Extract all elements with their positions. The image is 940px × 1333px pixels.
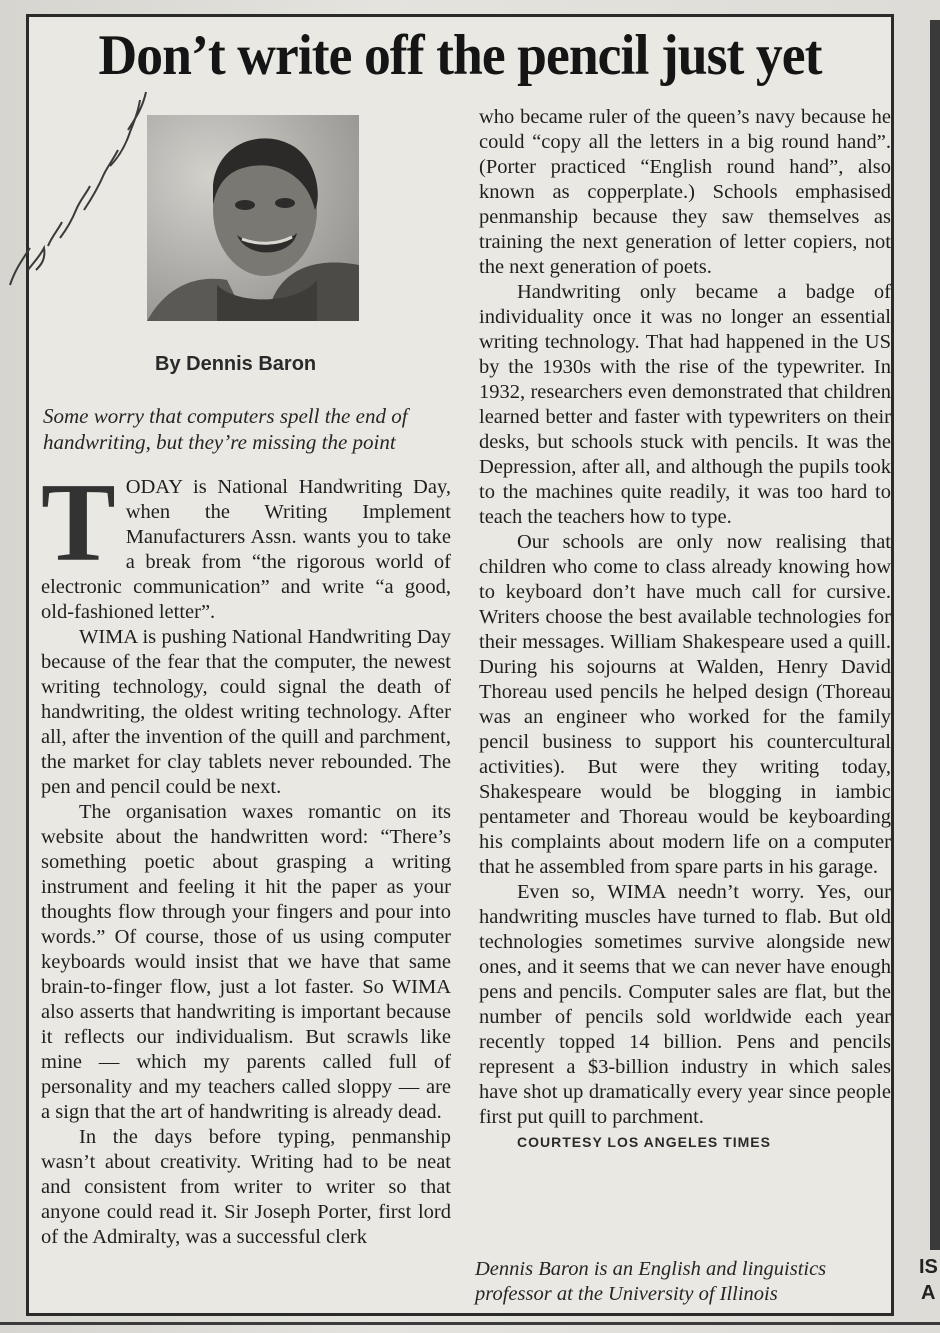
bottom-rule: [0, 1322, 940, 1325]
article-paragraph: Even so, WIMA needn’t worry. Yes, our handwriting muscles have turned to flab. But old technologies sometimes survive alongside new ones, and it seems that we can never have enough pens and pencils. Computer sales are flat, but the number of pencils sold worldwide each year recently topped 14 billion. Pens and pencils represent a $3-billion industry in which sales have shot up dramatically every year since people first put quill to parchment.: [479, 881, 891, 1128]
article-paragraph: who became ruler of the queen’s navy because he could “copy all the letters in a big round hand”. (Porter practiced “English round hand”, also known as copperplate.) Schools emphasised penmanship because they saw themselves as training the next generation of letter copiers, not the next generation of poets.: [479, 106, 891, 278]
article-paragraph: TODAY is National Handwriting Day, when the Writing Implement Manufacturers Assn. wants you to take a break from “the rigorous world of electronic communication” and write “a good, old-fashioned letter”.: [41, 461, 451, 623]
edge-letters: A: [921, 1282, 936, 1304]
article-paragraph: WIMA is pushing National Handwriting Day because of the fear that the computer, the newest writing technology, could signal the death of handwriting, the oldest writing technology. After all, after the invention of the quill and parchment, the market for clay tablets never rebounded. The pen and pencil could be next.: [41, 626, 451, 798]
drop-cap: T: [41, 461, 116, 585]
article-paragraph: The organisation waxes romantic on its website about the handwritten word: “There’s something poetic about grasping a writing instrument and feeling it hit the paper as your thoughts flow through your fingers and pour into words.” Of course, those of us using computer keyboards would insist that we have that same brain-to-finger flow, just a lot faster. So WIMA also asserts that handwriting is important because it reflects our individualism. But scrawls like mine — which my parents called full of personality and my teachers called sloppy — are a sign that the art of handwriting is already dead.: [41, 801, 451, 1123]
article-column-2: [479, 105, 891, 1155]
article-paragraph: In the days before typing, penmanship wasn’t about creativity. Writing had to be neat and consistent from writer to writer so that anyone could read it. Sir Joseph Porter, first lord of the Admiralty, was a successful clerk: [41, 1126, 451, 1248]
article-column-1: [41, 461, 451, 1250]
adjacent-page-edge: [896, 0, 940, 1333]
headline: Don’t write off the pencil just yet: [98, 24, 822, 87]
byline: By Dennis Baron: [155, 353, 317, 375]
edge-letters: IS: [919, 1256, 938, 1278]
adjacent-column-shadow: [930, 20, 940, 1250]
article-paragraph: Handwriting only became a badge of individuality once it was no longer an essential writing technology. That had happened in the US by the 1930s with the rise of the typewriter. In 1932, researchers even demonstrated that children learned better and faster with typewriters on their desks, but schools stuck with pencils. It was the Depression, after all, and although the pupils took to the machines quite readily, it was too hard to teach the teachers how to type.: [479, 281, 891, 528]
article-paragraph: Our schools are only now realising that children who come to class already knowing how to keyboard don’t have much call for cursive. Writers choose the best available technologies for their messages. William Shakespeare used a quill. During his sojourns at Walden, Henry David Thoreau used pencils he helped design (Thoreau was an engineer who worked for the family pencil business to support his countercultural activities). But were they writing today, Shakespeare would be blogging in iambic pentameter and Thoreau would be keyboarding his complaints about modern life on a computer that he assembled from spare parts in his garage.: [479, 531, 891, 878]
courtesy-credit: COURTESY LOS ANGELES TIMES: [517, 1134, 771, 1150]
article-clipping: [26, 14, 894, 1316]
author-photo: [147, 115, 359, 321]
standfirst: Some worry that computers spell the end of handwriting, but they’re missing the point: [43, 404, 408, 454]
author-portrait-image: [147, 115, 359, 321]
author-bio: Dennis Baron is an English and linguistics professor at the University of Illinois: [475, 1258, 827, 1305]
